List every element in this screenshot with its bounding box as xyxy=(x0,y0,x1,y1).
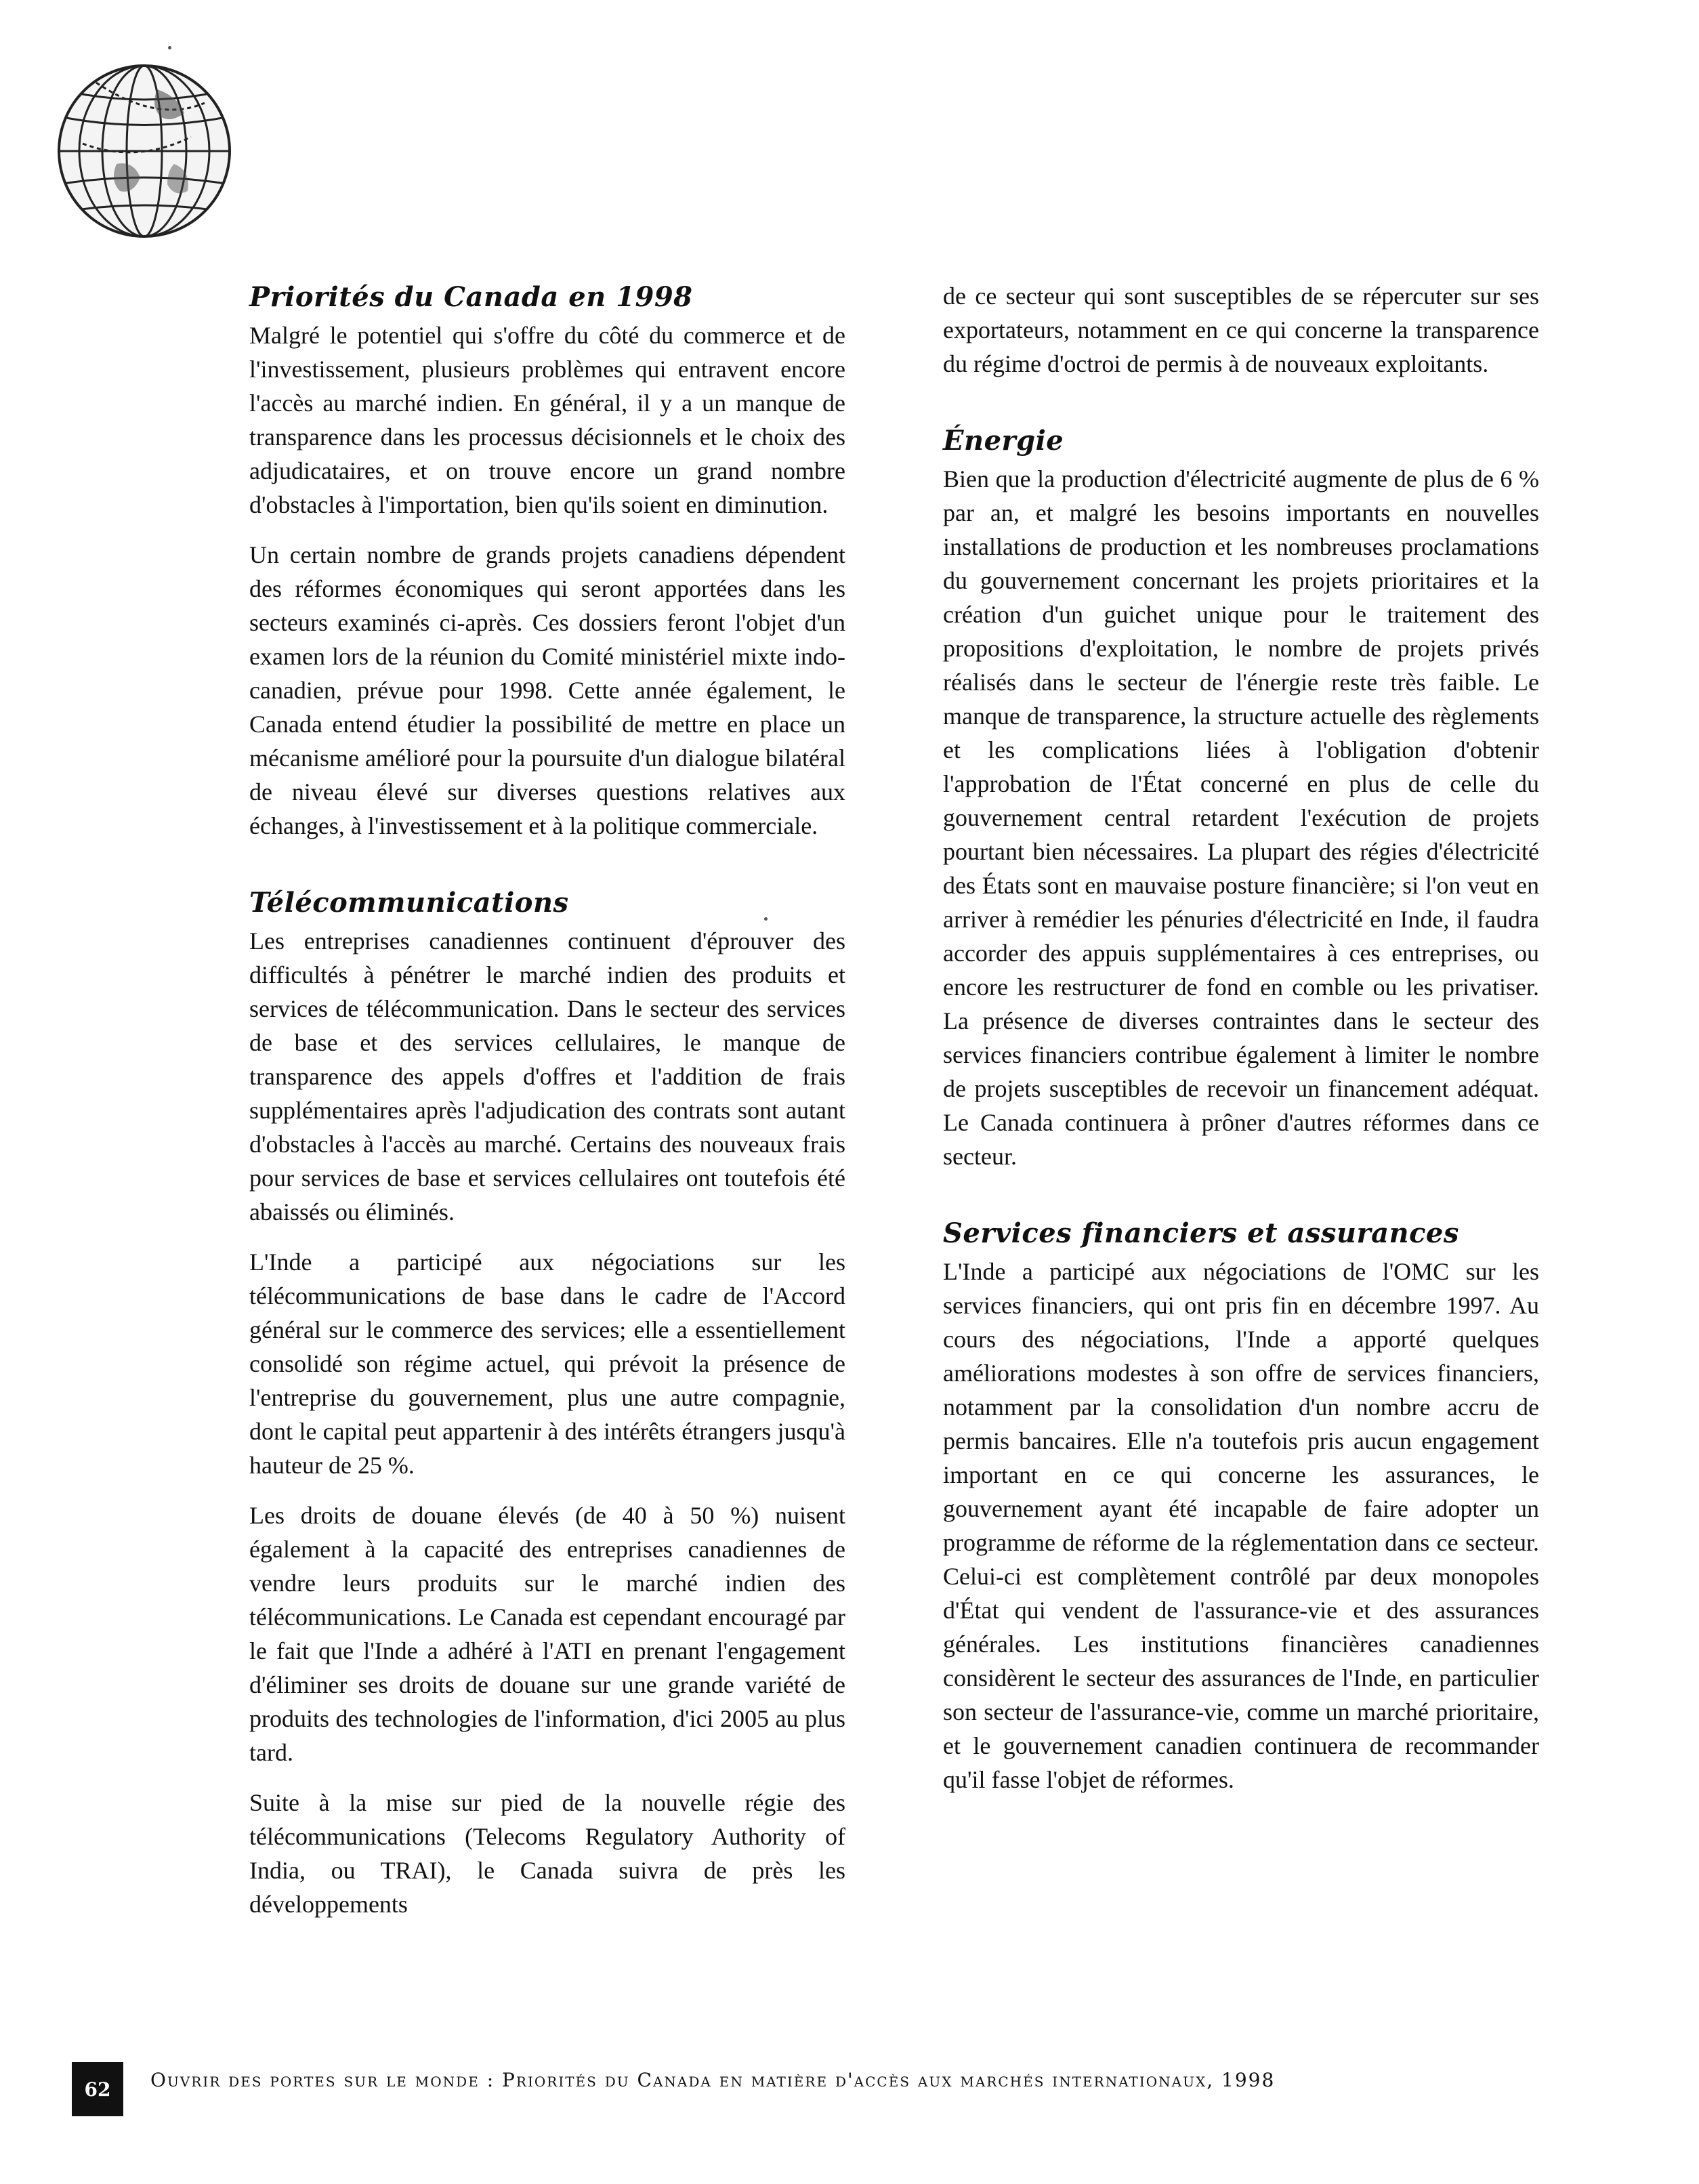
section-title-services-financiers: Services financiers et assurances xyxy=(943,1217,1459,1249)
paragraph: Suite à la mise sur pied de la nouvelle régie des télécommunications (Telecoms Regulatory Authority of India, ou TRAI), le Canada suivra de près les développements xyxy=(249,1789,845,1918)
section-title-telecommunications: Télécommunications xyxy=(249,887,569,919)
paragraph: Les entreprises canadiennes continuent d'éprouver des difficultés à pénétrer le marché indien des produits et services de télécommunication. Dans le secteur des services de base et des services cellulaires, le manque de transparence des appels d'offres et l'addition de frais supplémentaires après l'adjudication des contrats sont autant d'obstacles à l'accès au marché. Certains des nouveaux frais pour services de base et services cellulaires ont toutefois été abaissés ou éliminés. xyxy=(249,927,845,1225)
section-title-energie: Énergie xyxy=(943,425,1064,457)
paragraph: Malgré le potentiel qui s'offre du côté du commerce et de l'investissement, plusieurs problèmes qui entravent encore l'accès au marché indien. En général, il y a un manque de transparence dans les processus décisionnels et le choix des adjudicataires, et on trouve encore un grand nombre d'obstacles à l'importation, bien qu'ils soient en diminution. xyxy=(249,322,845,518)
right-column xyxy=(943,279,1539,1813)
paragraph: L'Inde a participé aux négociations sur les télécommunications de base dans le cadre de l'Accord général sur le commerce des services; elle a essentiellement consolidé son régime actuel, qui prévoit la présence de l'entreprise du gouvernement, plus une autre compagnie, dont le capital peut appartenir à des intérêts étrangers jusqu'à hauteur de 25 %. xyxy=(249,1248,845,1479)
paragraph: Les droits de douane élevés (de 40 à 50 %) nuisent également à la capacité des entreprises canadiennes de vendre leurs produits sur le marché indien des télécommunications. Le Canada est cependant encouragé par le fait que l'Inde a adhéré à l'ATI en prenant l'engagement d'éliminer ses droits de douane sur une grande variété de produits des technologies de l'information, d'ici 2005 au plus tard. xyxy=(249,1502,845,1766)
running-footer-title: Ouvrir des portes sur le monde : Priorités du Canada en matière d'accès aux marchés internationaux, 1998 xyxy=(150,2069,1276,2091)
section-title-priorites: Priorités du Canada en 1998 xyxy=(249,281,693,313)
paragraph: Bien que la production d'électricité augmente de plus de 6 % par an, et malgré les besoins importants en nouvelles installations de production et les nombreuses proclamations du gouvernement concernant les projets prioritaires et la création d'un guichet unique pour le traitement des propositions d'exploitation, le nombre de projets privés réalisés dans le secteur de l'énergie reste très faible. Le manque de transparence, la structure actuelle des règlements et les complications liées à l'obligation d'obtenir l'approbation de l'État concerné en plus de celle du gouvernement central retardent l'exécution de projets pourtant bien nécessaires. La plupart des régies d'électricité des États sont en mauvaise posture financière; si l'on veut en arriver à remédier les pénuries d'électricité en Inde, il faudra accorder des appuis supplémentaires à ces entreprises, ou encore les restructurer de fond en comble ou les privatiser. La présence de diverses contraintes dans le secteur des services financiers contribue également à limiter le nombre de projets susceptibles de recevoir un financement adéquat. Le Canada continuera à prôner d'autres réformes dans ce secteur. xyxy=(943,465,1539,1170)
paragraph: Un certain nombre de grands projets canadiens dépendent des réformes économiques qui seront apportées dans les secteurs examinés ci-après. Ces dossiers feront l'objet d'un examen lors de la réunion du Comité ministériel mixte indo-canadien, prévue pour 1998. Cette année également, le Canada entend étudier la possibilité de mettre en place un mécanisme amélioré pour la poursuite d'un dialogue bilatéral de niveau élevé sur diverses questions relatives aux échanges, à l'investissement et à la politique commerciale. xyxy=(249,541,845,839)
left-column xyxy=(249,279,845,1937)
globe-icon xyxy=(56,62,233,240)
print-speck xyxy=(168,46,171,49)
paragraph: L'Inde a participé aux négociations de l'OMC sur les services financiers, qui ont pris fin en décembre 1997. Au cours des négociations, l'Inde a apporté quelques améliorations modestes à son offre de services financiers, notamment par la consolidation d'un nombre accru de permis bancaires. Elle n'a toutefois pris aucun engagement important en ce qui concerne les assurances, le gouvernement ayant été incapable de faire adopter un programme de réforme de la réglementation dans ce secteur. Celui-ci est complètement contrôlé par deux monopoles d'État qui vendent de l'assurance-vie et des assurances générales. Les institutions financières canadiennes considèrent le secteur des assurances de l'Inde, en particulier son secteur de l'assurance-vie, comme un marché prioritaire, et le gouvernement canadien continuera de recommander qu'il fasse l'objet de réformes. xyxy=(943,1258,1539,1793)
page-number: 62 xyxy=(72,2062,123,2116)
paragraph-continuation: de ce secteur qui sont susceptibles de se répercuter sur ses exportateurs, notamment en ce qui concerne la transparence du régime d'octroi de permis à de nouveaux exploitants. xyxy=(943,282,1539,377)
